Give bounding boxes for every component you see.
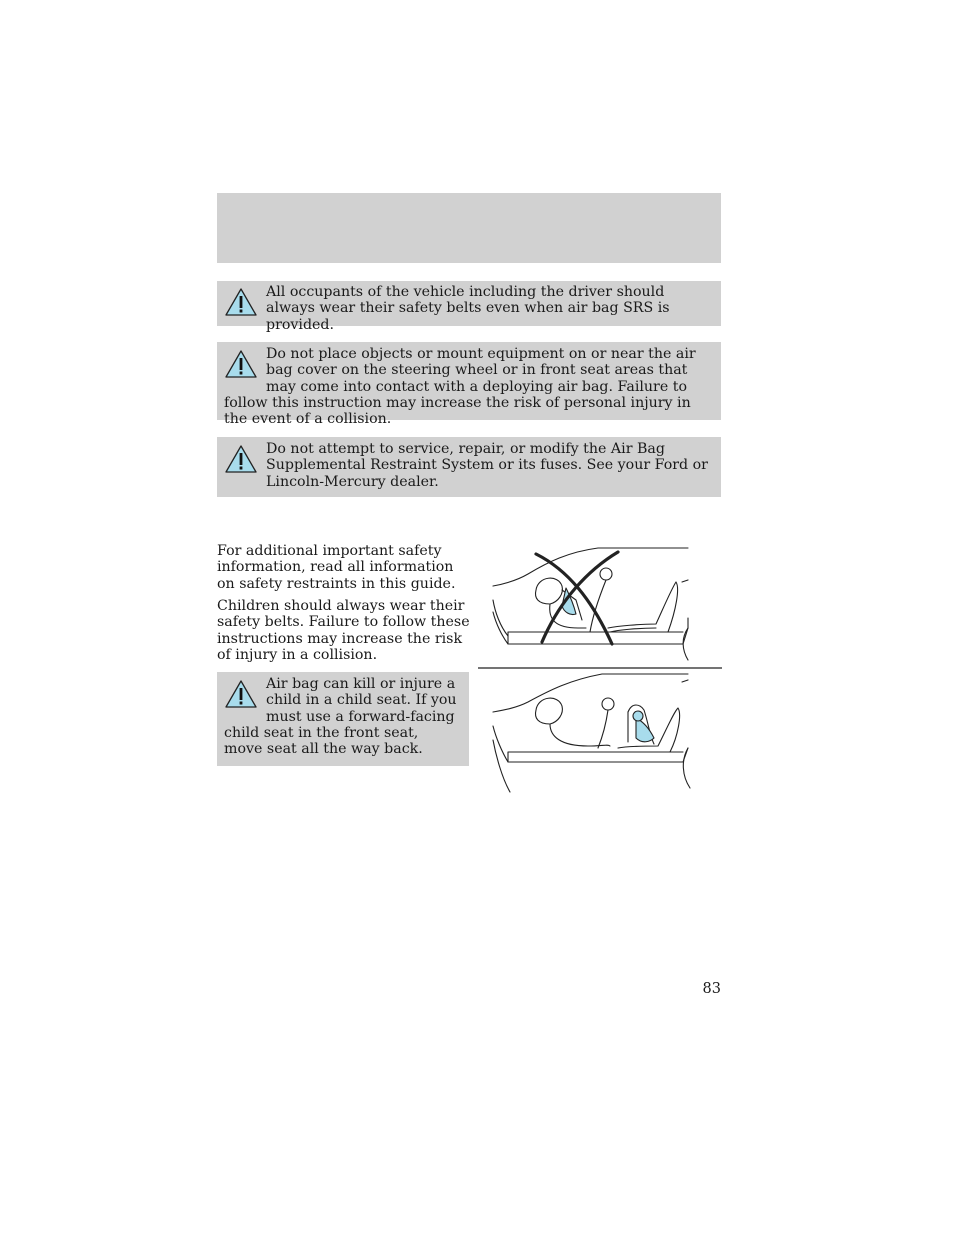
- warning-triangle-icon: [224, 349, 258, 379]
- incorrect-cross-mark: [536, 552, 618, 644]
- warning-box: [217, 281, 721, 333]
- car-interior-correct: [493, 674, 690, 792]
- warning-text: Air bag can kill or injure a child in a child seat. If you must use a forward-facing child seat in the front seat, move seat all the way back.: [224, 676, 457, 758]
- child-head-shape: [633, 711, 643, 721]
- body-paragraph: For additional important safety information, read all information on safety restraints in this guide.: [217, 543, 456, 592]
- warning-text: Do not place objects or mount equipment on or near the air bag cover on the steering wheel or in front seat areas that may come into contact with a deploying air bag. Failure to follow this instruction may increase the risk of personal injury in the event of a collision.: [224, 346, 696, 428]
- warning-box: [217, 672, 469, 766]
- warning-triangle-icon: [224, 679, 258, 709]
- warning-box: [217, 437, 721, 497]
- child-seat-placement-illustration: [478, 540, 722, 796]
- section-header-band: [217, 193, 721, 263]
- page-number: 83: [702, 981, 721, 997]
- warning-text: Do not attempt to service, repair, or modify the Air Bag Supplemental Restraint System or its fuses. See your Ford or Lincoln-Mercury dealer.: [266, 441, 708, 490]
- warning-triangle-icon: [224, 287, 258, 317]
- child-seat-shape: [636, 718, 654, 742]
- warning-box: [217, 342, 721, 428]
- warning-triangle-icon: [224, 444, 258, 474]
- warning-text: All occupants of the vehicle including the driver should always wear their safety belts even when air bag SRS is provided.: [266, 284, 670, 333]
- body-paragraph: Children should always wear their safety belts. Failure to follow these instructions may increase the risk of injury in a collision.: [217, 598, 470, 663]
